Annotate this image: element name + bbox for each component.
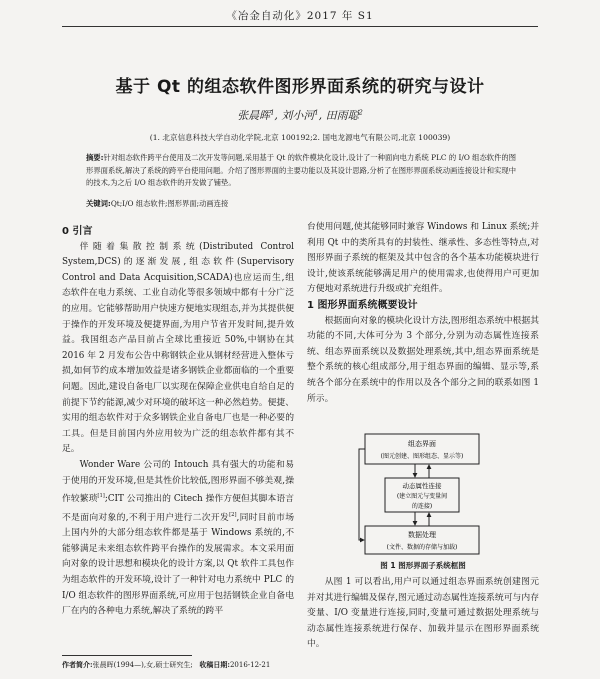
keywords-label: 关键词: [86,199,111,208]
section-heading-introduction: 0 引言 [62,226,93,237]
right-column [307,220,539,407]
paragraph-text: ,同时目前市场上国内外的大部分组态软件都是基于 Windows 系统的,不能够满足未来组态软件跨平台操作的发展需求。本文采用面向对象的设计思想和模块化的设计方案,以 Qt 软件工具包作为组态软件的开发环境,设计了一种针对电力系统中 PLC 的 I/O 组态软件的图形界面系统,可应用于包括钢铁企业自备电厂在内的各种电力系统,解决了系统的跨平 [62,512,294,617]
author-affil-mark: 1 [314,108,319,117]
received-date: 2016-12-21 [229,661,271,669]
abstract-label: 摘要: [86,153,104,162]
affiliation: (1. 北京信息科技大学自动化学院,北京 100192;2. 国电龙源电气有限公司,北京 100039) [149,133,451,142]
arrow-side-link [359,449,365,540]
box-dynamic-link-desc: 的连接) [411,503,433,510]
box-config-interface-title: 组态界面 [408,440,436,448]
abstract [86,152,516,190]
figure-1-diagram [357,432,487,558]
body-paragraph [62,458,294,620]
keywords-text: Qt;I/O 组态软件;图形界面;动画连接 [110,199,229,208]
right-column-bottom [307,575,539,653]
left-column [62,224,294,620]
citation: [2] [229,511,237,518]
box-config-interface-desc: (图元创建、图形组态、显示等) [380,453,464,460]
keywords [86,199,516,209]
author-affil-mark: 1 [270,108,275,117]
box-data-processing-desc: (文件、数据的存储与加载) [386,544,458,551]
citation: [1] [97,493,105,500]
received-date-label: 收稿日期: [199,660,230,669]
author-name: 张晨晖 [237,109,271,122]
author-name: 刘小河 [281,109,315,122]
section-heading-design: 1 图形界面系统概要设计 [307,299,418,311]
body-paragraph: 台使用问题,使其能够同时兼容 Windows 和 Linux 系统;并利用 Qt 中的类所具有的封装性、继承性、多态性等特点,对图形界面子系统的框架及其中包含的各个基本功能模块进行设计,使该系统能够满足用户的使用需求,也使得用户可更加方便地对系统进行升级或扩充组件。 [307,222,539,295]
author-name: 田雨聪 [325,109,359,122]
body-paragraph: 根据面向对象的模块化设计方法,图形组态系统中根据其功能的不同,大体可分为 3 个部分,分别为动态属性连接系统、组态界面系统以及数据处理系统,其中,组态界面系统是整个系统的核心组成部分,用于组态界面的编辑、显示等,系统各个部分在系统中的作用以及各个部分之间的联系如图 1 所示。 [307,315,539,404]
paragraph-text: Wonder Ware 公司的 Intouch 具有强大的功能和易于使用的开发环境,但是其性价比较低,图形界面不够美观,操作较繁琐 [62,459,294,505]
author-list: 张晨晖$^1$, 刘小河$^1$, 田雨聪$^2$ [237,108,363,122]
footnote-label: 作者简介: [62,660,93,669]
header-rule [62,26,538,27]
box-dynamic-link-desc: (建立图元与变量间 [396,493,448,500]
author-affil-mark: 2 [358,108,363,117]
journal-running-header: 《冶金自动化》2017 年 S1 [226,10,374,22]
paragraph-text: ;CIT 公司推出的 Citech 操作方便但其脚本语言不是面向对象的,不利于用户进行二次开发 [62,494,294,523]
figure-caption: 图 1 图形界面子系统框图 [380,561,466,570]
footnote [62,660,538,670]
body-paragraph: 伴随着集散控制系统(Distributed Control System,DCS)的逐渐发展,组态软件(Supervisory Control and Data Acquisition,SCADA)也应运而生,组态软件在电力系统、工业自动化等很多领域中都有十分广泛的应用。它能够帮助用户快速方便地实现组态,并为其提供便于操作的开发环境及便捷界面,为用户节省开发时间,提升效益。我国组态产品目前占全球比重接近 50%,中钢协在其 2016 年 2 月发布公告中称钢铁企业从钢材经营进入整体亏损,如何节约成本增加效益是诸多钢铁企业都面临的一个重要问题。因此,建设自备电厂以实现在保障企业供电自给自足的前提下节约能源,减少对环境的破坏这一种必然趋势。便捷、实用的组态软件对于众多钢铁企业自备电厂也是一种必要的工具。但是目前国内外应用较为广泛的组态软件都有其不足。 [62,241,294,455]
box-data-processing-title: 数据处理 [408,531,436,539]
box-dynamic-link-title: 动态属性连接 [402,482,442,490]
footnote-rule [62,655,192,656]
abstract-text: 针对组态软件跨平台使用及二次开发等问题,采用基于 Qt 的软件模块化设计,设计了一种面向电力系统 PLC 的 I/O 组态软件的图形界面系统,解决了系统的跨平台使用问题。介绍了图形界面的主要功能以及其设计思路,分析了在图形界面系统动画连接设计和实现中的技术,为之后 I/O 组态软件的开发做了铺垫。 [86,153,516,187]
footnote-text: 张晨晖(1994—),女,硕士研究生; [92,661,193,669]
paper-title: 基于 Qt 的组态软件图形界面系统的研究与设计 [115,77,485,97]
body-paragraph: 从图 1 可以看出,用户可以通过组态界面系统创建图元并对其进行编辑及保存,图元通过动态属性连接系统可与内存变量、I/O 变量进行连接,同时,变量可通过数据处理系统与动态属性连接系统进行保存、加载并显示在图形界面系统中。 [307,577,539,650]
